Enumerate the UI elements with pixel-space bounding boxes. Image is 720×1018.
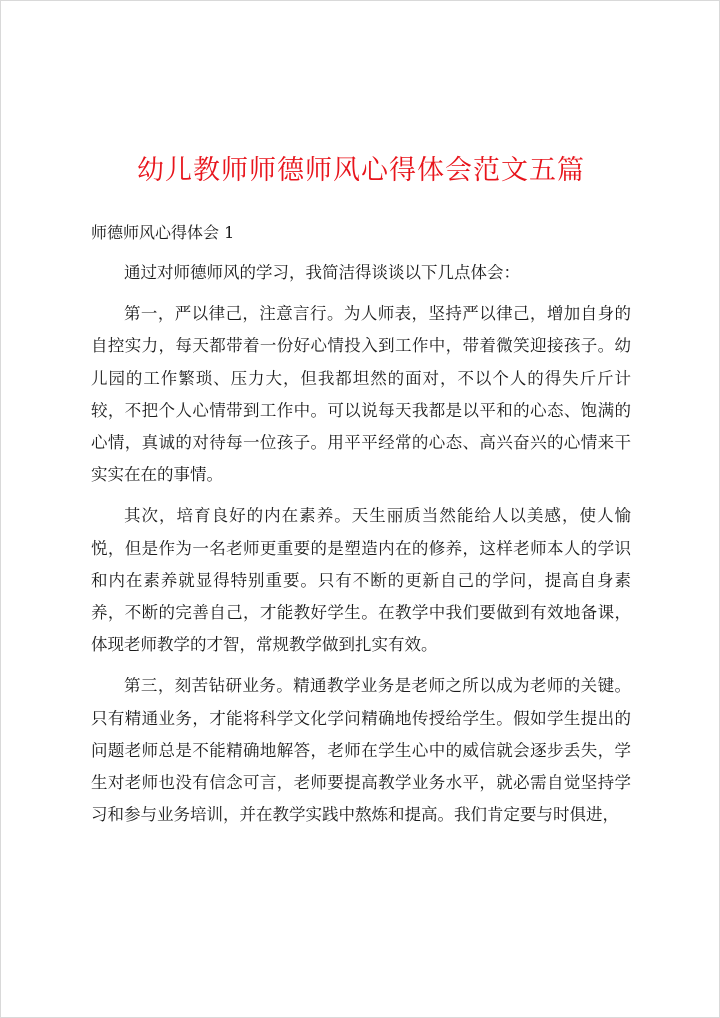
document-title: 幼儿教师师德师风心得体会范文五篇 xyxy=(137,155,585,186)
paragraph-third-point: 第三，刻苦钻研业务。精通教学业务是老师之所以成为老师的关键。只有精通业务，才能将科学文化学问精确地传授给学生。假如学生提出的问题老师总是不能精确地解答，老师在学生心中的威信就会逐步丢失，学生对老师也没有信念可言，老师要提高教学业务水平，就必需自觉坚持学习和参与业务培训，并在教学实践中熬炼和提高。我们肯定要与时俱进， xyxy=(91,676,631,825)
paragraph-second-point: 其次，培育良好的内在素养。天生丽质当然能给人以美感，使人愉悦，但是作为一名老师更重要的是塑造内在的修养，这样老师本人的学识和内在素养就显得特别重要。只有不断的更新自己的学问，提高自身素养，不断的完善自己，才能教好学生。在教学中我们要做到有效地备课，体现老师教学的才智，常规教学做到扎实有效。 xyxy=(91,506,631,655)
document-body xyxy=(91,257,631,840)
section-heading: 师德师风心得体会 1 xyxy=(91,223,235,242)
paragraph-first-point: 第一，严以律己，注意言行。为人师表，坚持严以律己，增加自身的自控实力，每天都带着一份好心情投入到工作中，带着微笑迎接孩子。幼儿园的工作繁琐、压力大，但我都坦然的面对，不以个人的得失斤斤计较，不把个人心情带到工作中。可以说每天我都是以平和的心态、饱满的心情，真诚的对待每一位孩子。用平平经常的心态、高兴奋兴的心情来干实实在在的事情。 xyxy=(91,304,631,485)
paragraph-intro: 通过对师德师风的学习，我简洁得谈谈以下几点体会： xyxy=(124,263,520,282)
